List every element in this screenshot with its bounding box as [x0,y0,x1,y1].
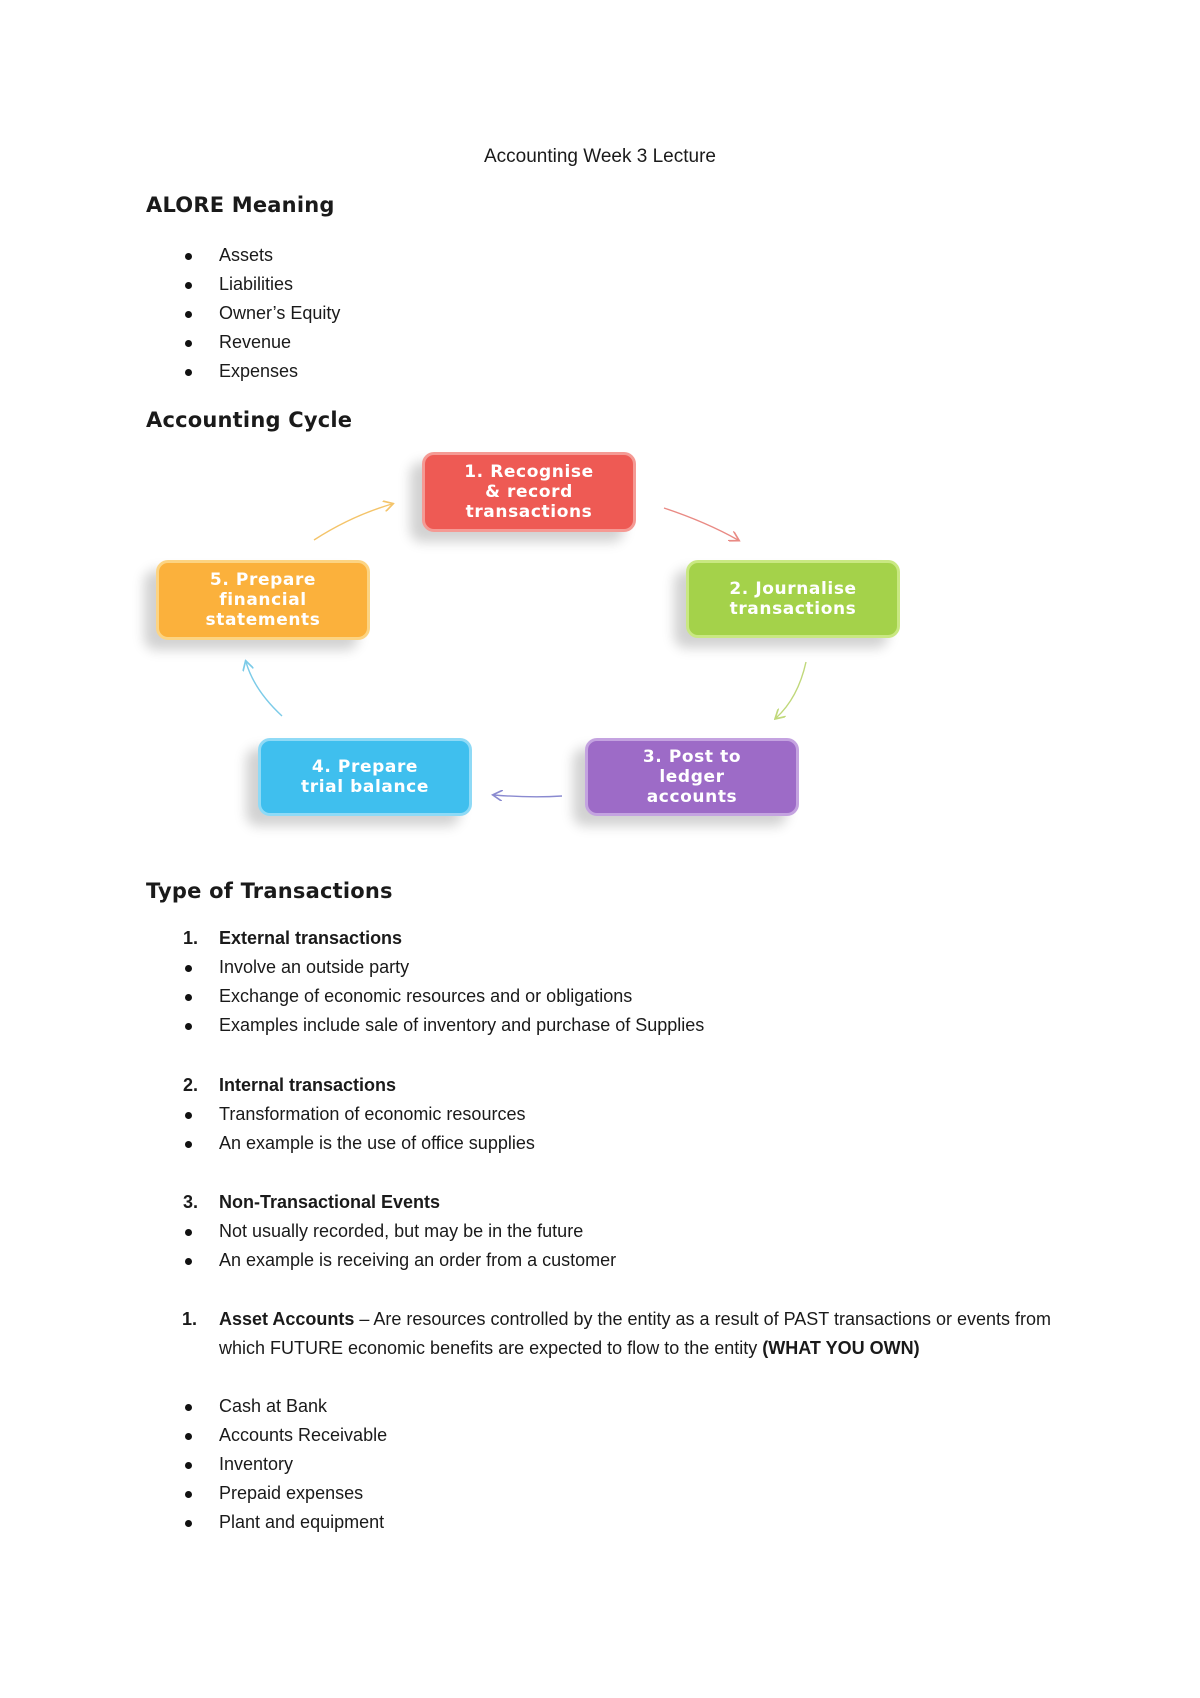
bullet-icon [185,1404,192,1411]
bullet-icon [185,1229,192,1236]
arrow-4-to-5 [246,662,282,716]
bullet-icon [185,369,192,376]
alore-heading: ALORE Meaning [146,193,335,217]
arrow-5-to-1 [314,504,392,540]
cycle-step-4: 4. Prepare trial balance [258,738,472,816]
document-title: Accounting Week 3 Lecture [483,146,716,167]
cycle-step-2: 2. Journalise transactions [686,560,900,638]
bullet-icon [185,1520,192,1527]
bullet-icon [185,253,192,260]
bullet-icon [185,1023,192,1030]
bullet-icon [185,340,192,347]
bullet-icon [185,1258,192,1265]
arrow-2-to-3 [776,662,806,718]
cycle-heading: Accounting Cycle [146,408,353,432]
bullet-icon [185,1112,192,1119]
bullet-icon [185,282,192,289]
arrow-1-to-2 [664,508,738,540]
transactions-heading: Type of Transactions [146,879,393,903]
bullet-icon [185,994,192,1001]
asset-accounts-definition: 1. Asset Accounts – Are resources controlled by the entity as a result of PAST transactions or events from which FUTURE economic benefits are expected to flow to the entity (WHAT YOU OWN) [182,1309,1052,1358]
bullet-icon [185,1141,192,1148]
bullet-icon [185,311,192,318]
cycle-step-1: 1. Recognise & record transactions [422,452,636,532]
arrow-3-to-4 [494,795,562,797]
bullet-icon [185,1433,192,1440]
bullet-icon [185,965,192,972]
bullet-icon [185,1462,192,1469]
accounting-cycle-diagram [146,440,906,840]
cycle-step-3: 3. Post to ledger accounts [585,738,799,816]
bullet-icon [185,1491,192,1498]
cycle-step-5: 5. Prepare financial statements [156,560,370,640]
